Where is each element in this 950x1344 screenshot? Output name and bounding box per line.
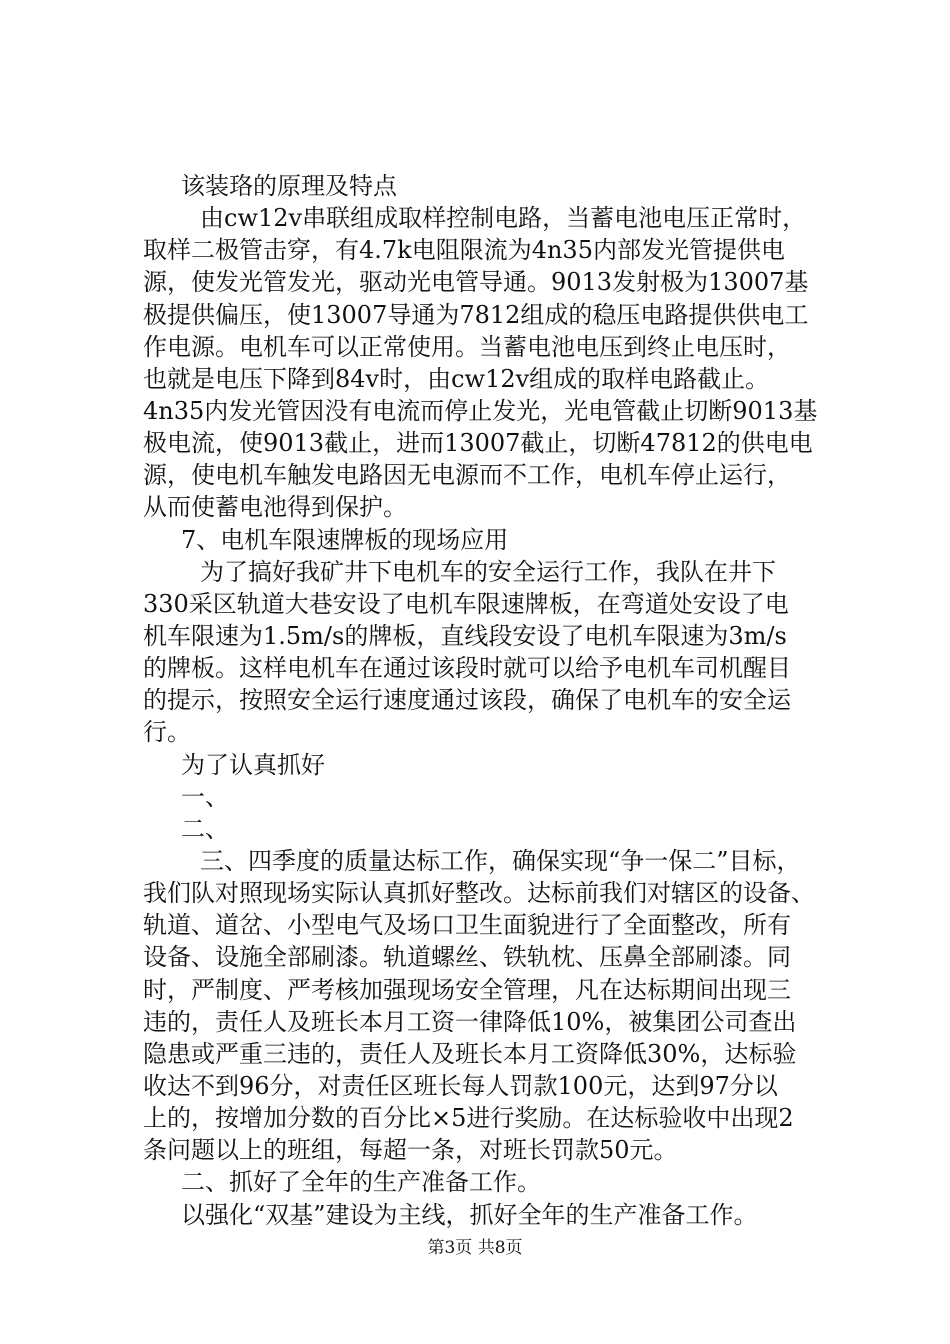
text-line: 330采区轨道大巷安设了电机车限速牌板，在弯道处安设了电 <box>143 589 789 618</box>
text-line: 上的，按增加分数的百分比×5进行奖励。在达标验收中出现2 <box>143 1104 794 1133</box>
text-line: 为了搞好我矿井下电机车的安全运行工作，我队在井下 <box>200 557 776 586</box>
text-line: 以强化“双基”建设为主线，抓好全年的生产准备工作。 <box>181 1200 758 1229</box>
text-line: 极电流，使9013截止，进而13007截止，切断47812的供电电 <box>143 429 813 458</box>
text-line: 7、电机车限速牌板的现场应用 <box>181 525 509 554</box>
text-line: 一、 <box>181 782 229 811</box>
text-line: 二、抓好了全年的生产准备工作。 <box>181 1168 541 1197</box>
text-line: 作电源。电机车可以正常使用。当蓄电池电压到终止电压时， <box>143 332 791 361</box>
text-line: 从而使蓄电池得到保护。 <box>143 493 407 522</box>
text-line: 隐患或严重三违的，责任人及班长本月工资降低30%，达标验 <box>143 1039 797 1068</box>
text-line: 行。 <box>143 718 191 747</box>
text-line: 二、 <box>181 814 229 843</box>
text-line: 收达不到96分，对责任区班长每人罚款100元，达到97分以 <box>143 1071 778 1100</box>
text-line: 的牌板。这样电机车在通过该段时就可以给予电机车司机醒目 <box>143 654 791 683</box>
text-line: 4n35内发光管因没有电流而停止发光，光电管截止切断9013基 <box>143 396 818 425</box>
document-body <box>143 170 843 1231</box>
text-line: 三、四季度的质量达标工作，确保实现“争一保二”目标， <box>200 846 801 875</box>
text-line: 违的，责任人及班长本月工资一律降低10%，被集团公司查出 <box>143 1007 797 1036</box>
text-line: 该装珞的原理及特点 <box>181 172 397 200</box>
text-line: 的提示，按照安全运行速度通过该段，确保了电机车的安全运 <box>143 686 791 715</box>
text-line: 设备、设施全部刷漆。轨道螺丝、铁轨枕、压鼻全部刷漆。同 <box>143 943 791 972</box>
text-line: 机车限速为1.5m/s的牌板，直线段安设了电机车限速为3m/s <box>143 621 787 650</box>
text-line: 我们队对照现场实际认真抓好整改。达标前我们对辖区的设备、 <box>143 879 815 908</box>
text-line: 轨道、道岔、小型电气及场口卫生面貌进行了全面整改，所有 <box>143 911 791 940</box>
text-line: 源，使电机车触发电路因无电源而不工作，电机车停止运行， <box>143 461 791 490</box>
text-line: 条问题以上的班组，每超一条，对班长罚款50元。 <box>143 1136 678 1165</box>
text-line: 也就是电压下降到84v时，由cw12v组成的取样电路截止。 <box>143 364 770 393</box>
text-line: 由cw12v串联组成取样控制电路，当蓄电池电压正常时， <box>200 204 807 233</box>
text-line: 源，使发光管发光，驱动光电管导通。9013发射极为13007基 <box>143 268 809 297</box>
text-line: 取样二极管击穿，有4.7k电阻限流为4n35内部发光管提供电 <box>143 236 785 265</box>
text-line: 极提供偏压，使13007导通为7812组成的稳压电路提供供电工 <box>143 300 809 329</box>
text-line: 为了认真抓好 <box>181 750 325 779</box>
page-footer: 第3页 共8页 <box>427 1238 523 1258</box>
text-line: 时，严制度、严考核加强现场安全管理，凡在达标期间出现三 <box>143 975 791 1004</box>
